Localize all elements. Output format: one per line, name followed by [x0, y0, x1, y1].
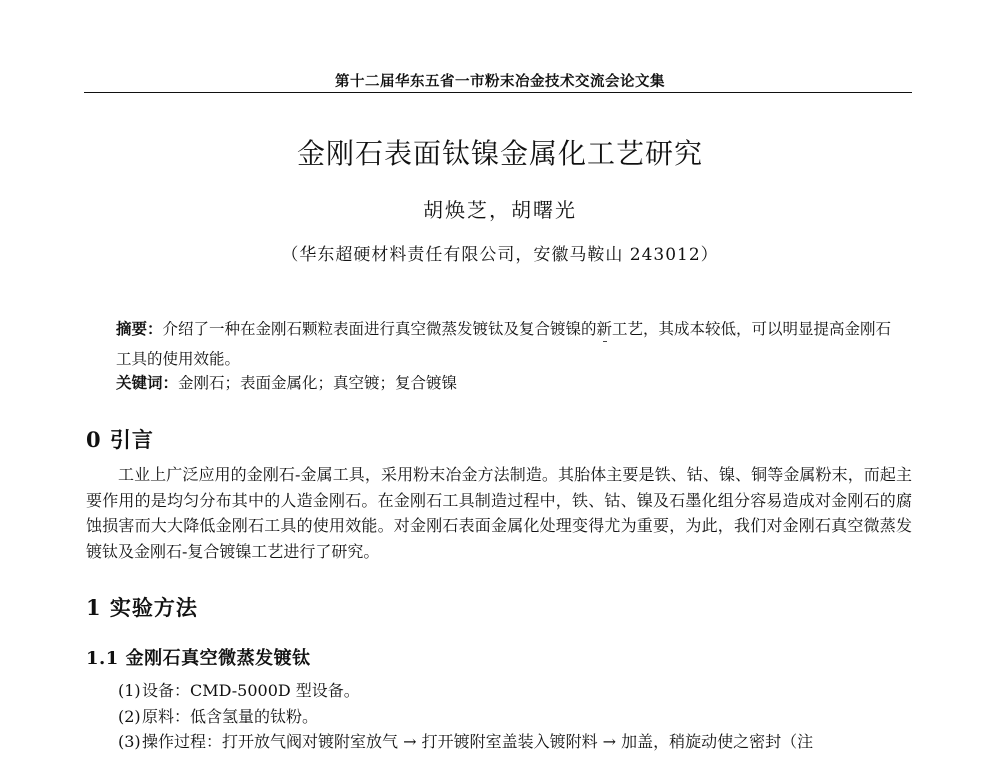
keywords-label: 关键词：	[116, 373, 179, 392]
section-heading-intro: 0 引言	[86, 427, 154, 452]
header-rule	[84, 92, 912, 93]
list-item-text: 设备：CMD-5000D 型设备。	[142, 681, 360, 700]
running-header: 第十二届华东五省一市粉末冶金技术交流会论文集	[335, 73, 665, 90]
abstract-text: 介绍了一种在金刚石颗粒表面进行真空微蒸发镀钛及复合镀镍的新工艺，其成本较低，可以明显提高金刚石工具的使用效能。	[116, 320, 892, 368]
subsection-heading-1-1: 1.1 金刚石真空微蒸发镀钛	[86, 648, 311, 669]
list-item-text: 原料：低含氢量的钛粉。	[142, 706, 319, 726]
list-item-number: (3)	[118, 732, 141, 751]
list-item-number: (1)	[118, 681, 141, 700]
list-item	[118, 729, 912, 755]
method-steps-list	[118, 678, 912, 755]
section-heading-methods: 1 实验方法	[86, 595, 198, 620]
keywords-text: 金刚石；表面金属化；真空镀；复合镀镍	[178, 374, 458, 392]
paper-authors: 胡焕芝，胡曙光	[423, 198, 577, 222]
abstract-label: 摘要：	[116, 319, 163, 338]
list-item	[118, 678, 912, 704]
paper-title: 金刚石表面钛镍金属化工艺研究	[296, 137, 703, 170]
paper-affiliation: （华东超硬材料责任有限公司，安徽马鞍山 243012）	[281, 245, 719, 265]
list-item-text: 操作过程：打开放气阀对镀附室放气 → 打开镀附室盖装入镀附料 → 加盖，稍旋动使之密封（注	[142, 732, 814, 751]
intro-paragraph: 工业上广泛应用的金刚石-金属工具，采用粉末冶金方法制造。其胎体主要是铁、钴、镍、铜等金属粉末，而起主要作用的是均匀分布其中的人造金刚石。在金刚石工具制造过程中，铁、钴、镍及石墨化组分容易造成对金刚石的腐蚀损害而大大降低金刚石工具的使用效能。对金刚石表面金属化处理变得尤为重要，为此，我们对金刚石真空微蒸发镀钛及金刚石-复合镀镍工艺进行了研究。	[86, 465, 912, 561]
abstract	[116, 314, 896, 374]
scan-speck	[603, 341, 607, 342]
keywords	[116, 372, 896, 394]
list-item-number: (2)	[118, 706, 141, 726]
list-item	[118, 704, 912, 730]
